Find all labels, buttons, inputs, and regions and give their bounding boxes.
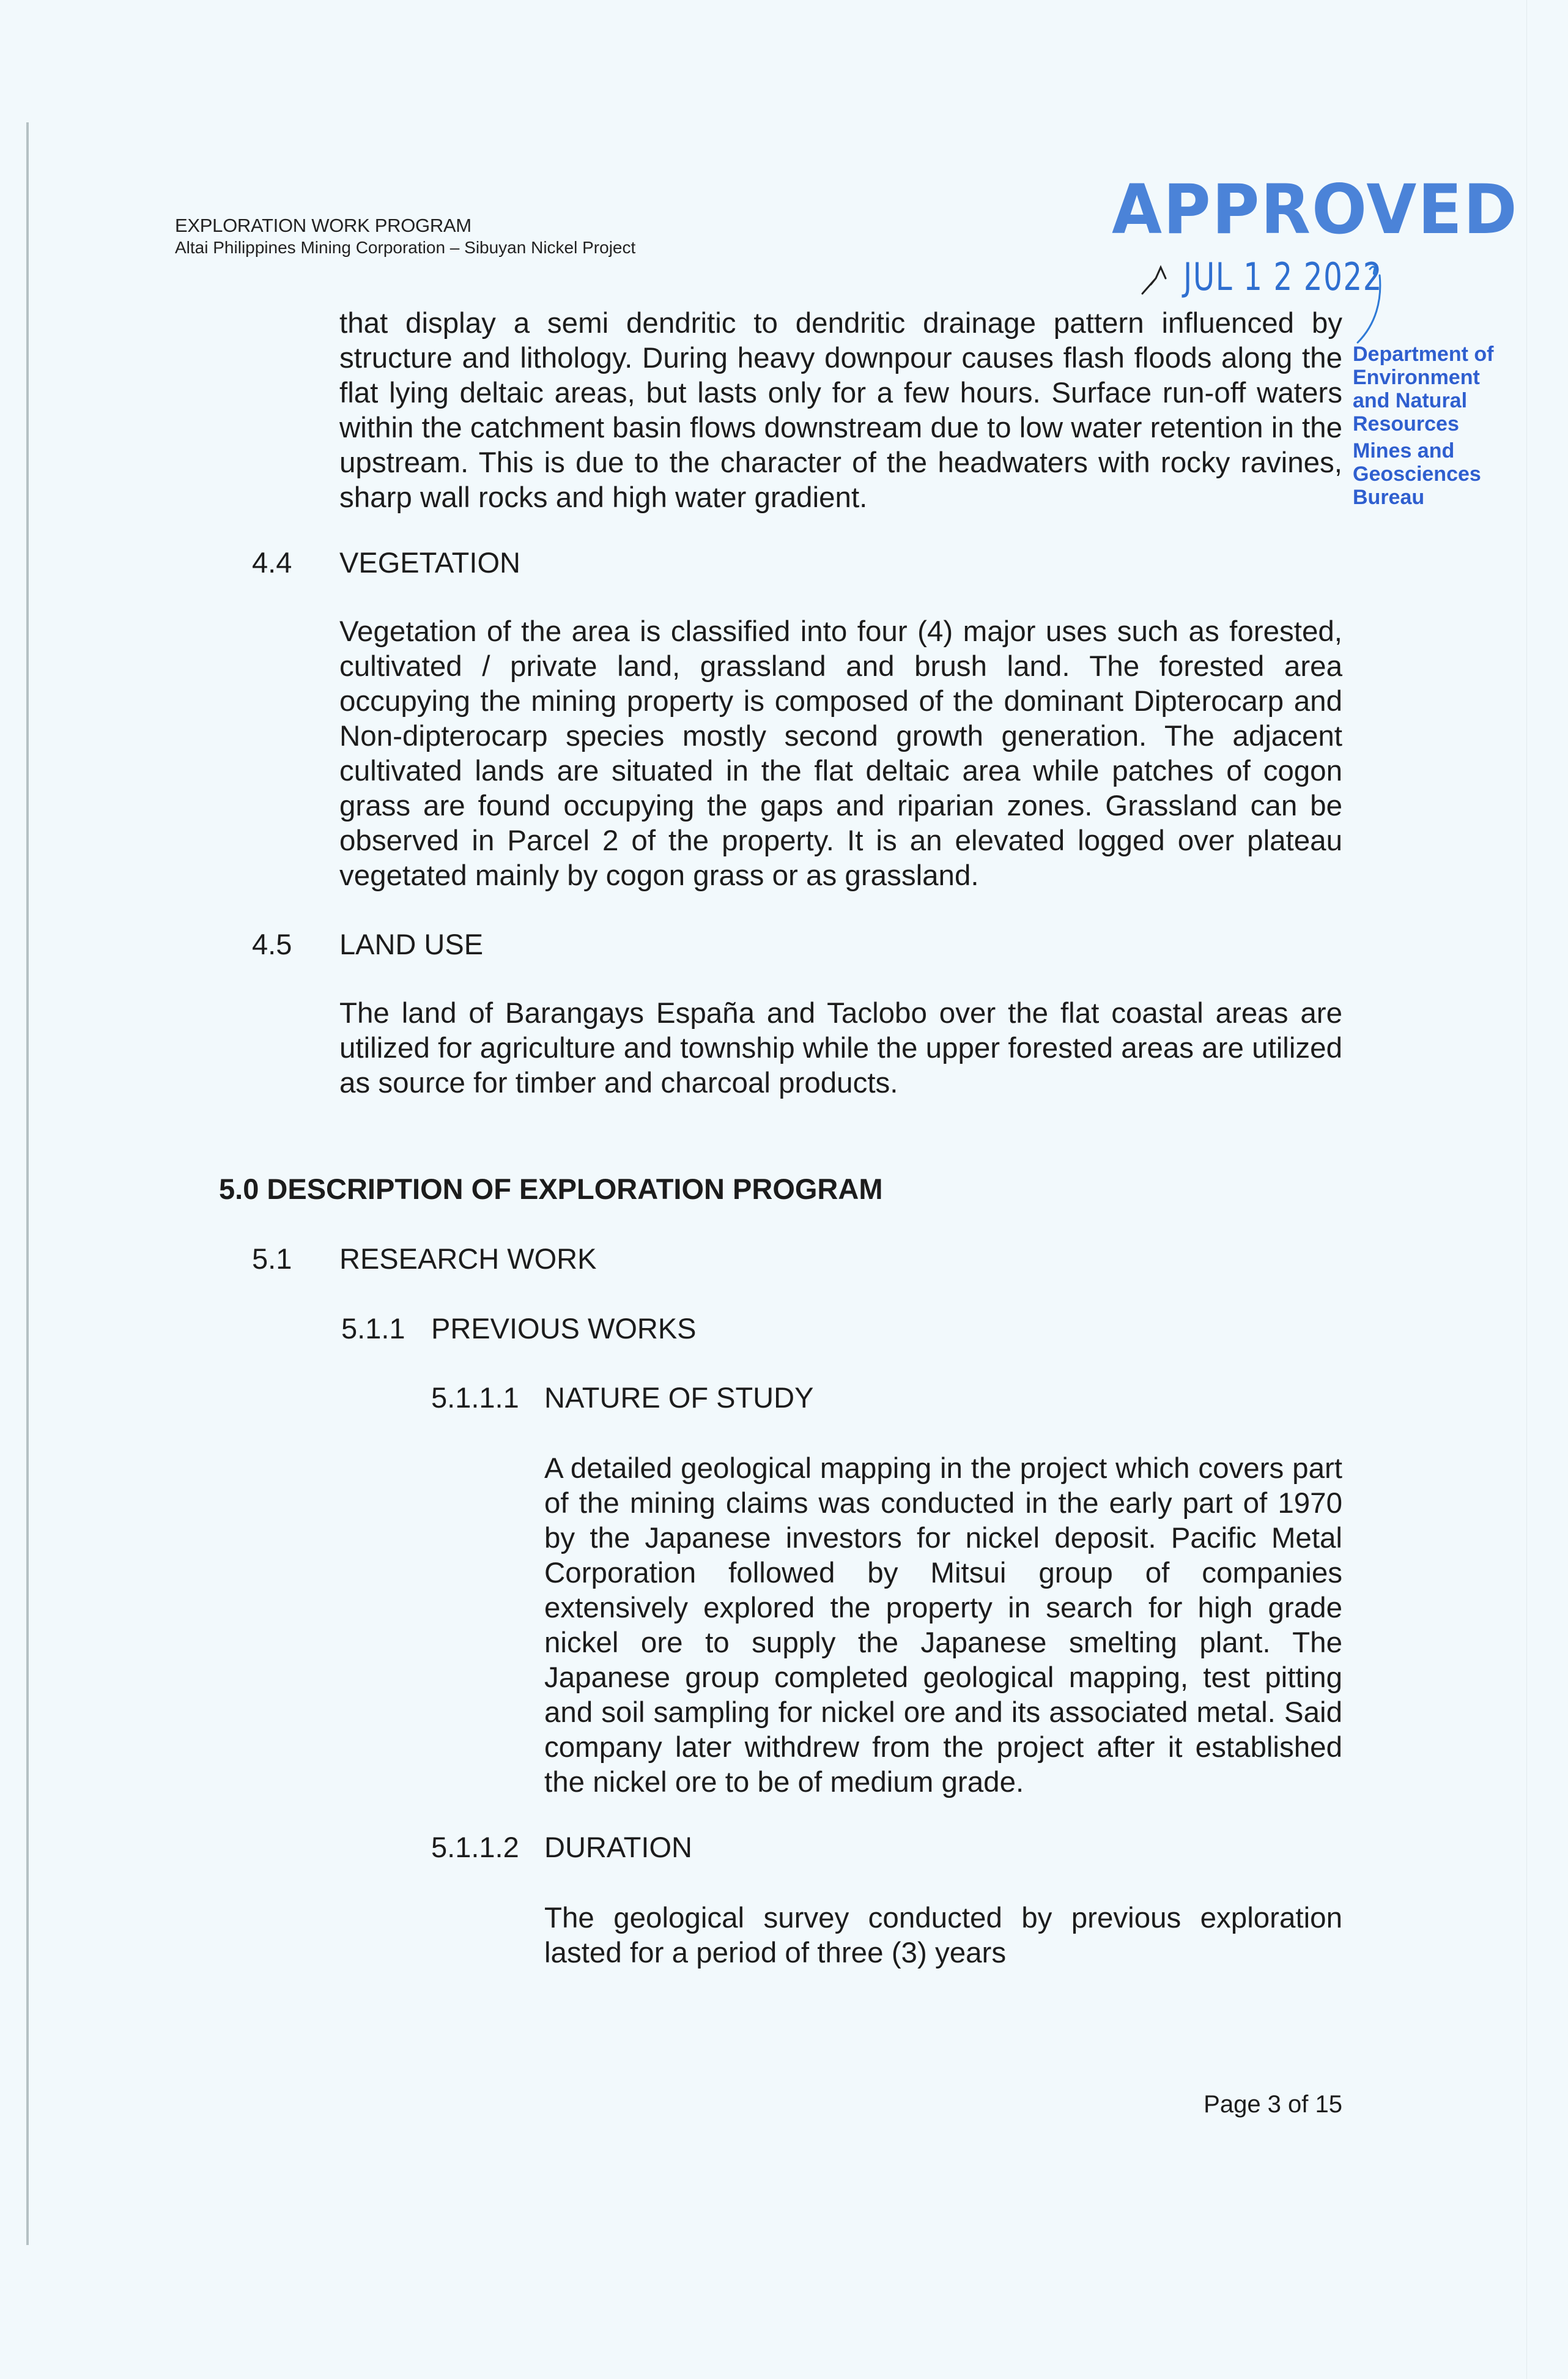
section-number: 5.1.1.1	[431, 1381, 519, 1414]
document-header-title: EXPLORATION WORK PROGRAM	[175, 215, 472, 236]
page-right-edge	[1526, 0, 1527, 2379]
section-number: 5.0	[219, 1173, 259, 1205]
section-title: PREVIOUS WORKS	[431, 1312, 697, 1345]
section-title: DESCRIPTION OF EXPLORATION PROGRAM	[267, 1173, 883, 1205]
section-title: RESEARCH WORK	[339, 1242, 597, 1275]
stamp-agency-line2: Mines and Geosciences Bureau	[1353, 439, 1481, 509]
land-use-paragraph: The land of Barangays España and Taclobo over the flat coastal areas are utilized for agriculture and township while the upper forested areas are utilized as source for timber and charcoal products.	[339, 997, 1342, 1099]
section-title: NATURE OF STUDY	[544, 1381, 814, 1414]
vegetation-paragraph: Vegetation of the area is classified into four (4) major uses such as forested, cultivated / private land, grassland and brush land. The forested area occupying the mining property is composed of the dominant Dipterocarp and Non-dipterocarp species mostly second growth generation. The adjacent cultivated lands are situated in the flat deltaic area while patches of cogon grass are found occupying the gaps and riparian zones. Grassland can be observed in Parcel 2 of the property. It is an elevated logged over plateau vegetated mainly by cogon grass or as grassland.	[339, 615, 1342, 892]
initial-checkmark-icon	[1137, 260, 1180, 297]
duration-paragraph: The geological survey conducted by previous exploration lasted for a period of three (3) years	[544, 1902, 1342, 1969]
section-number: 4.5	[252, 928, 292, 960]
page-number: Page 3 of 15	[1204, 2091, 1342, 2118]
section-title: DURATION	[544, 1831, 692, 1863]
approved-stamp: APPROVED	[1112, 169, 1518, 250]
section-heading-exploration-program	[219, 1172, 882, 1206]
section-title: VEGETATION	[339, 546, 520, 579]
section-number: 5.1	[252, 1242, 292, 1275]
section-number: 5.1.1.2	[431, 1831, 519, 1863]
section-number: 4.4	[252, 546, 292, 579]
stamp-agency-line1: Department of Environment and Natural Resources	[1353, 343, 1494, 436]
section-title: LAND USE	[339, 928, 484, 960]
drainage-paragraph: that display a semi dendritic to dendritic drainage pattern influenced by structure and lithology. During heavy downpour causes flash floods along the flat lying deltaic areas, but lasts only for a few hours. Surface run-off waters within the catchment basin flows downstream due to low water retention in the upstream. This is due to the character of the headwaters with rocky ravines, sharp wall rocks and high water gradient.	[339, 307, 1342, 514]
page-left-rule	[26, 122, 29, 2245]
nature-of-study-paragraph: A detailed geological mapping in the project which covers part of the mining claims was conducted in the early part of 1970 by the Japanese investors for nickel deposit. Pacific Metal Corporation followed by Mitsui group of companies extensively explored the property in search for high grade nickel ore to supply the Japanese smelting plant. The Japanese group completed geological mapping, test pitting and soil sampling for nickel ore and its associated metal. Said company later withdrew from the project after it established the nickel ore to be of medium grade.	[544, 1452, 1342, 1798]
document-header-subtitle: Altai Philippines Mining Corporation – Sibuyan Nickel Project	[175, 238, 636, 257]
approval-date-stamp: JUL 1 2 2022	[1183, 254, 1383, 299]
section-number: 5.1.1	[341, 1312, 405, 1345]
stamp-agency-block	[1353, 343, 1518, 509]
